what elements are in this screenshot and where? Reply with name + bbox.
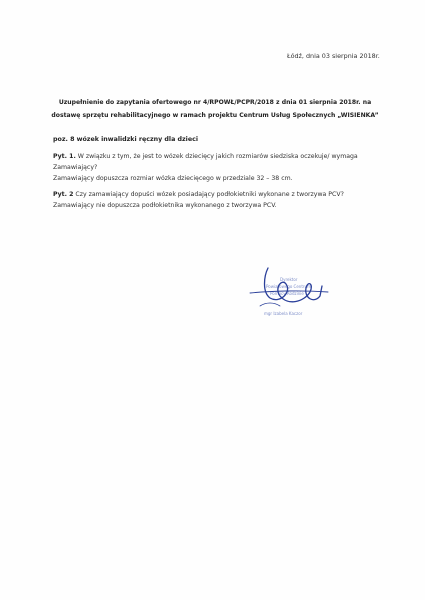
stamp-line-1: Dyrektor: [280, 277, 298, 282]
question-1-line: [53, 151, 358, 162]
stamp-line-3: Pomocy Rodzinie: [270, 291, 304, 296]
document-heading: [40, 96, 390, 122]
stamp-line-2: Powiatowego Centrum: [266, 284, 311, 289]
question-2-tag: Pyt. 2: [53, 191, 74, 198]
question-block-2: [53, 189, 344, 211]
question-1-continuation: Zamawiający?: [53, 164, 98, 171]
signature-stamp: [240, 262, 340, 322]
question-2-line: [53, 189, 344, 200]
question-block-1: [53, 151, 358, 184]
heading-line-1: Uzupełnienie do zapytania ofertowego nr 4/RPOWŁ/PCPR/2018 z dnia 01 sierpnia 2018r. na: [58, 99, 372, 106]
signature-flourish: [260, 303, 280, 306]
document-date: Łódź, dnia 03 sierpnia 2018r.: [287, 52, 380, 60]
question-2-text: Czy zamawiający dopuści wózek posiadający podłokietniki wykonane z tworzywa PCV?: [73, 191, 344, 198]
answer-1: Zamawiający dopuszcza rozmiar wózka dziecięcego w przedziale 32 – 38 cm.: [53, 175, 293, 182]
question-1-text: W związku z tym, że jest to wózek dziecięcy jakich rozmiarów siedziska oczekuje/ wymaga: [75, 153, 358, 160]
item-position: poz. 8 wózek inwalidzki ręczny dla dzieci: [53, 136, 199, 143]
heading-line-2: dostawę sprzętu rehabilitacyjnego w ramach projektu Centrum Usług Społecznych „WISIENKA”: [51, 112, 379, 119]
question-1-tag: Pyt. 1.: [53, 153, 76, 160]
answer-2: Zamawiający nie dopuszcza podłokietnika wykonanego z tworzywa PCV.: [53, 202, 277, 209]
stamp-line-4: mgr Izabela Kaczor: [264, 311, 303, 316]
